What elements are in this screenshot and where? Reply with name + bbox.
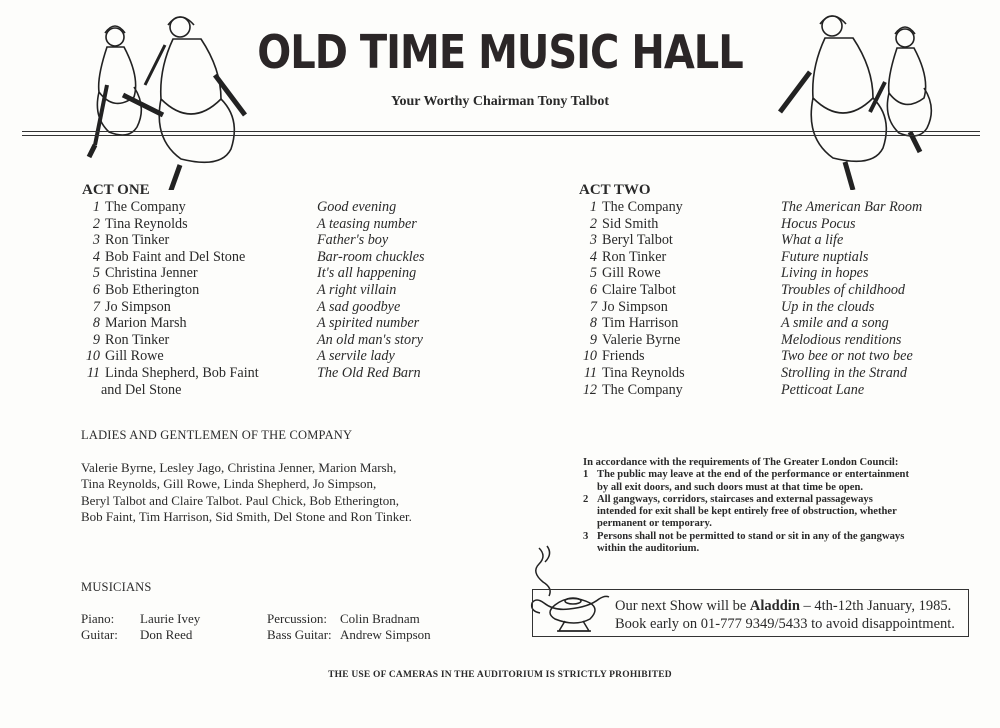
percussion-musician: Colin Bradnam bbox=[340, 611, 420, 626]
musicians-heading: MUSICIANS bbox=[81, 580, 152, 594]
performer-name: Jo Simpson bbox=[602, 298, 668, 315]
guitar-musician: Don Reed bbox=[140, 627, 193, 642]
performer-name: Christina Jenner bbox=[105, 265, 198, 282]
company-line: Valerie Byrne, Lesley Jago, Christina Jenner, Marion Marsh, bbox=[81, 460, 397, 475]
act-description: Living in hopes bbox=[781, 265, 869, 282]
act-description: Hocus Pocus bbox=[781, 215, 856, 232]
company-line: Tina Reynolds, Gill Rowe, Linda Shepherd, Jo Simpson, bbox=[81, 476, 377, 492]
regulation-line: All gangways, corridors, staircases and external passageways bbox=[597, 493, 873, 505]
item-number: 4 bbox=[92, 248, 100, 265]
act-two-item bbox=[577, 199, 977, 216]
performer-name: Beryl Talbot bbox=[602, 232, 673, 249]
company-line: Bob Faint, Tim Harrison, Sid Smith, Del Stone and Ron Tinker. bbox=[81, 509, 412, 525]
item-number: 9 bbox=[92, 331, 100, 348]
item-number: 1 bbox=[92, 199, 100, 215]
act-two-item bbox=[577, 232, 977, 249]
regulation-number: 2 bbox=[583, 493, 589, 505]
act-description: Father's boy bbox=[317, 232, 389, 249]
act-description: Up in the clouds bbox=[781, 298, 875, 315]
act-two-item bbox=[577, 299, 977, 316]
cancan-dancers-right-illustration bbox=[770, 12, 940, 190]
item-number: 5 bbox=[589, 265, 597, 282]
performer-name: Claire Talbot bbox=[602, 281, 676, 298]
regulation-line: within the auditorium. bbox=[597, 543, 700, 555]
item-number: 7 bbox=[92, 298, 100, 315]
item-number: 12 bbox=[582, 381, 597, 398]
act-description: A spirited number bbox=[317, 315, 420, 332]
next-show-text bbox=[615, 597, 955, 633]
act-one-item bbox=[80, 232, 440, 249]
act-one-item bbox=[80, 332, 440, 349]
act-two-item bbox=[577, 282, 977, 299]
performer-name: Ron Tinker bbox=[602, 248, 667, 265]
company-line: Beryl Talbot and Claire Talbot. Paul Chick, Bob Etherington, bbox=[81, 492, 399, 508]
programme-title: OLD TIME MUSIC HALL bbox=[257, 26, 743, 80]
regulation-line: Persons shall not be permitted to stand or sit in any of the gangways bbox=[597, 530, 905, 542]
act-description: A smile and a song bbox=[781, 315, 889, 332]
item-number: 11 bbox=[583, 364, 597, 381]
piano-musician: Laurie Ivey bbox=[140, 611, 201, 626]
act-description: Troubles of childhood bbox=[781, 281, 906, 298]
act-description: It's all happening bbox=[317, 265, 417, 282]
performer-name: Gill Rowe bbox=[602, 265, 661, 282]
act-two-item bbox=[577, 265, 977, 282]
item-number: 5 bbox=[92, 265, 100, 282]
piano-label: Piano: bbox=[81, 611, 115, 626]
act-description: Two bee or not two bee bbox=[781, 348, 913, 365]
act-description: Future nuptials bbox=[781, 248, 869, 265]
act-two-item bbox=[577, 365, 977, 382]
regulation-number: 1 bbox=[583, 469, 589, 481]
regulation-line: by all exit doors, and such doors must at that time be open. bbox=[597, 481, 864, 493]
item-number: 2 bbox=[92, 215, 100, 232]
act-one-list bbox=[80, 199, 440, 382]
booking-line: Book early on 01-777 9349/5433 to avoid disappointment. bbox=[615, 616, 955, 632]
performer-name: The Company bbox=[602, 381, 683, 398]
act-two-item bbox=[577, 315, 977, 332]
performer-name: Ron Tinker bbox=[105, 232, 170, 249]
performer-name: Tim Harrison bbox=[602, 315, 679, 332]
act-one-heading: ACT ONE bbox=[82, 182, 150, 198]
performer-name: Tina Reynolds bbox=[602, 364, 685, 381]
act-two-item bbox=[577, 216, 977, 233]
act-description: The American Bar Room bbox=[781, 199, 923, 215]
act-one-item bbox=[80, 348, 440, 365]
item-number: 10 bbox=[85, 348, 100, 365]
performer-name: Jo Simpson bbox=[105, 298, 171, 315]
act-description: A right villain bbox=[317, 281, 397, 298]
performer-name: Valerie Byrne bbox=[602, 331, 681, 348]
act-two-heading: ACT TWO bbox=[579, 182, 651, 198]
act-one-item bbox=[80, 265, 440, 282]
act-two-item bbox=[577, 249, 977, 266]
company-list bbox=[81, 460, 481, 526]
item-number: 7 bbox=[589, 298, 597, 315]
act-two-item bbox=[577, 382, 977, 399]
act-one-item11-continuation: and Del Stone bbox=[101, 382, 182, 398]
performer-name: Ron Tinker bbox=[105, 331, 170, 348]
item-number: 4 bbox=[589, 248, 597, 265]
act-two-list bbox=[577, 199, 977, 398]
performer-name: Gill Rowe bbox=[105, 348, 164, 365]
act-description: Petticoat Lane bbox=[781, 381, 865, 398]
act-description: A servile lady bbox=[317, 348, 395, 365]
regulation-line: intended for exit shall be kept entirely free of obstruction, whether bbox=[597, 506, 897, 518]
next-show-dates: – 4th-12th January, 1985. bbox=[799, 598, 952, 614]
act-description: Good evening bbox=[317, 199, 397, 215]
glc-regulations bbox=[583, 457, 973, 555]
performer-name: Linda Shepherd, Bob Faint bbox=[105, 364, 259, 381]
act-description: Melodious renditions bbox=[781, 331, 902, 348]
item-number: 10 bbox=[582, 348, 597, 365]
item-number: 3 bbox=[589, 232, 597, 249]
guitar-label: Guitar: bbox=[81, 627, 118, 642]
regulation-line: The public may leave at the end of the performance or entertainment bbox=[597, 469, 909, 481]
act-description: An old man's story bbox=[317, 331, 423, 348]
cancan-dancers-left-illustration bbox=[85, 15, 255, 190]
regulations-intro: In accordance with the requirements of The Greater London Council: bbox=[583, 457, 899, 468]
act-description: A teasing number bbox=[317, 215, 417, 232]
act-one-item bbox=[80, 299, 440, 316]
regulation-item bbox=[583, 531, 973, 556]
item-number: 6 bbox=[589, 281, 597, 298]
company-heading: LADIES AND GENTLEMEN OF THE COMPANY bbox=[81, 428, 353, 442]
item-number: 2 bbox=[589, 215, 597, 232]
item-number: 11 bbox=[86, 364, 100, 381]
bass-guitar-label: Bass Guitar: bbox=[267, 627, 332, 642]
next-show-title: Aladdin bbox=[749, 598, 800, 614]
bass-guitar-musician: Andrew Simpson bbox=[340, 627, 431, 642]
act-one-item bbox=[80, 315, 440, 332]
act-one-item bbox=[80, 249, 440, 266]
regulation-item bbox=[583, 469, 973, 494]
regulation-item bbox=[583, 494, 973, 531]
header-rule bbox=[22, 131, 980, 136]
regulation-line: permanent or temporary. bbox=[597, 518, 712, 530]
act-description: What a life bbox=[781, 232, 844, 249]
percussion-label: Percussion: bbox=[267, 611, 327, 626]
item-number: 8 bbox=[589, 315, 597, 332]
performer-name: Bob Faint and Del Stone bbox=[105, 248, 246, 265]
act-two-item bbox=[577, 348, 977, 365]
next-show-prefix: Our next Show will be bbox=[615, 598, 750, 614]
performer-name: The Company bbox=[105, 199, 186, 215]
act-description: Strolling in the Strand bbox=[781, 364, 907, 381]
act-two-item bbox=[577, 332, 977, 349]
act-description: A sad goodbye bbox=[317, 298, 401, 315]
act-description: Bar-room chuckles bbox=[317, 248, 425, 265]
performer-name: The Company bbox=[602, 199, 683, 215]
camera-prohibition-notice: THE USE OF CAMERAS IN THE AUDITORIUM IS STRICTLY PROHIBITED bbox=[328, 670, 672, 680]
item-number: 3 bbox=[92, 232, 100, 249]
performer-name: Tina Reynolds bbox=[105, 215, 188, 232]
act-one-item bbox=[80, 199, 440, 216]
chairman-subtitle: Your Worthy Chairman Tony Talbot bbox=[390, 94, 610, 109]
performer-name: Bob Etherington bbox=[105, 281, 200, 298]
regulation-number: 3 bbox=[583, 530, 589, 542]
act-description: The Old Red Barn bbox=[317, 364, 421, 381]
act-one-item bbox=[80, 216, 440, 233]
item-number: 9 bbox=[589, 331, 597, 348]
performer-name: Sid Smith bbox=[602, 215, 659, 232]
performer-name: Friends bbox=[602, 348, 645, 365]
act-one-item bbox=[80, 365, 440, 382]
item-number: 8 bbox=[92, 315, 100, 332]
item-number: 1 bbox=[589, 199, 597, 215]
item-number: 6 bbox=[92, 281, 100, 298]
act-one-item bbox=[80, 282, 440, 299]
performer-name: Marion Marsh bbox=[105, 315, 187, 332]
